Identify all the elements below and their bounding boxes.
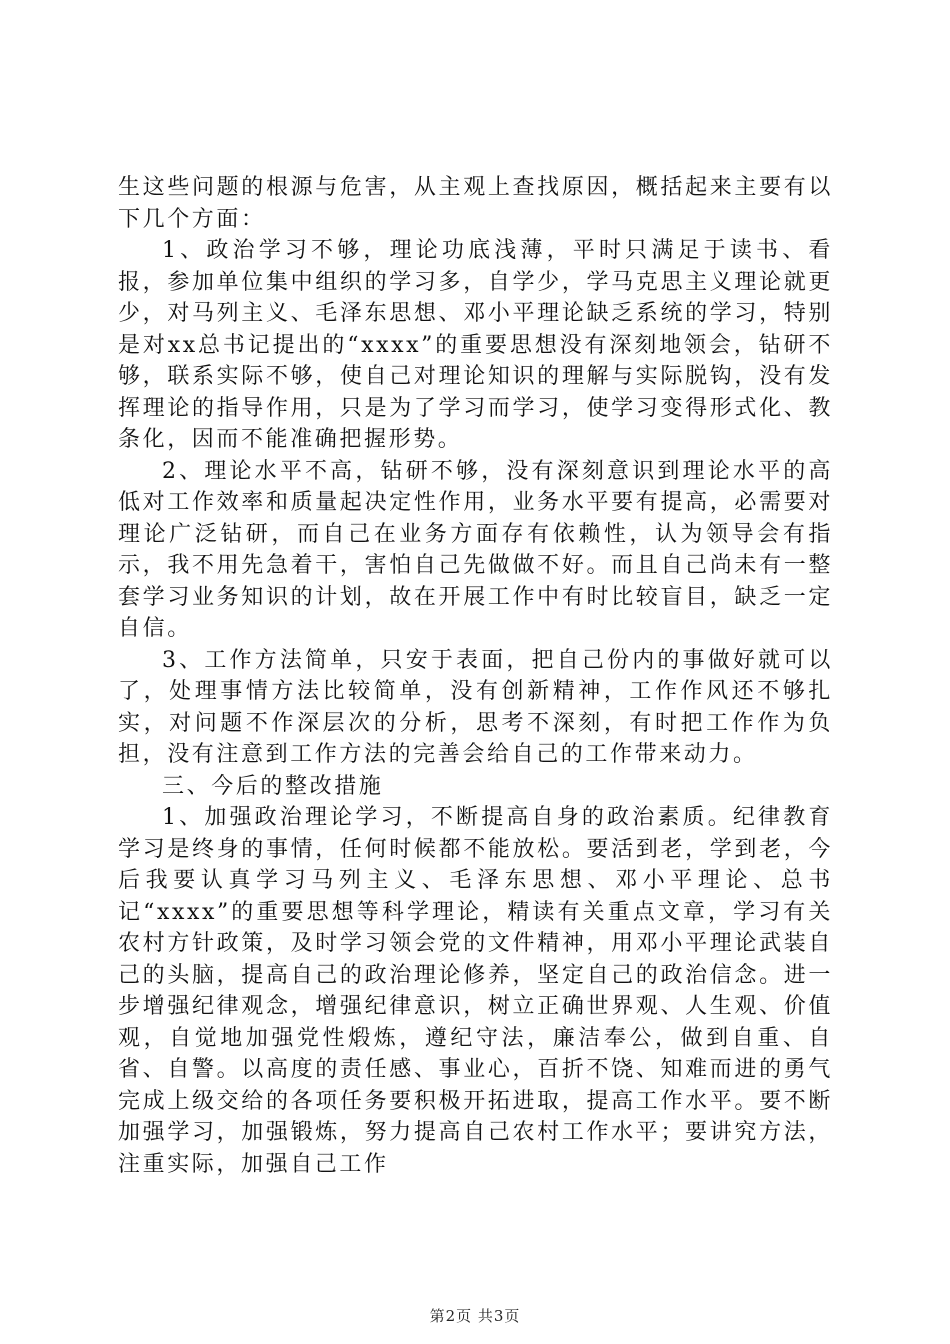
page-number-footer: 第2页 共3页	[429, 1307, 521, 1325]
paragraph-point-2: 2、理论水平不高，钻研不够，没有深刻意识到理论水平的高低对工作效率和质量起决定性作用，业务水平要有提高，必需要对理论广泛钻研，而自己在业务方面存有依赖性，认为领导会有指示，我不用先急着干，害怕自己先做做不好。而且自己尚未有一整套学习业务知识的计划，故在开展工作中有时比较盲目，缺乏一定自信。	[118, 458, 833, 641]
paragraph-measure-1: 1、加强政治理论学习，不断提高自身的政治素质。纪律教育学习是终身的事情，任何时候都不能放松。要活到老，学到老，今后我要认真学习马列主义、毛泽东思想、邓小平理论、总书记“xxxx”的重要思想等科学理论，精读有关重点文章，学习有关农村方针政策，及时学习领会党的文件精神，用邓小平理论武装自己的头脑，提高自己的政治理论修养，坚定自己的政治信念。进一步增强纪律观念，增强纪律意识，树立正确世界观、人生观、价值观，自觉地加强党性煅炼，遵纪守法，廉洁奉公，做到自重、自省、自警。以高度的责任感、事业心，百折不饶、知难而进的勇气完成上级交给的各项任务要积极开拓进取，提高工作水平。要不断加强学习，加强锻炼，努力提高自己农村工作水平；要讲究方法，注重实际，加强自己工作	[118, 805, 833, 1177]
paragraph-point-1: 1、政治学习不够，理论功底浅薄，平时只满足于读书、看报，参加单位集中组织的学习多，自学少，学马克思主义理论就更少，对马列主义、毛泽东思想、邓小平理论缺乏系统的学习，特别是对xx总书记提出的“xxxx”的重要思想没有深刻地领会，钻研不够，联系实际不够，使自己对理论知识的理解与实际脱钩，没有发挥理论的指导作用，只是为了学习而学习，使学习变得形式化、教条化，因而不能准确把握形势。	[118, 238, 833, 452]
section-heading-rectification: 三、今后的整改措施	[162, 773, 384, 799]
paragraph-continuation: 生这些问题的根源与危害，从主观上查找原因，概括起来主要有以下几个方面：	[118, 175, 833, 232]
paragraph-point-3: 3、工作方法简单，只安于表面，把自己份内的事做好就可以了，处理事情方法比较简单，没有创新精神，工作作风还不够扎实，对问题不作深层次的分析，思考不深刻，有时把工作作为负担，没有注意到工作方法的完善会给自己的工作带来动力。	[118, 647, 833, 767]
document-body	[118, 172, 833, 1180]
